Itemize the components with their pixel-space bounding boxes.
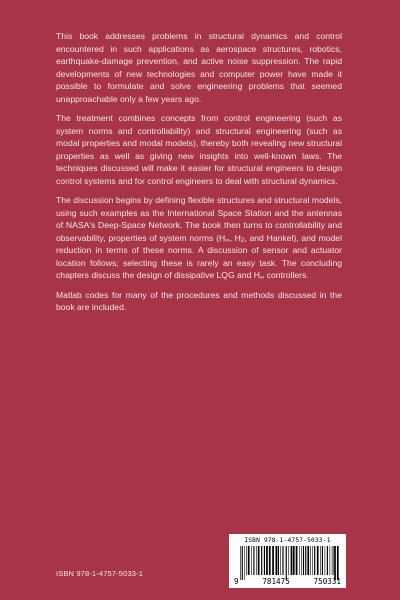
barcode-bar	[334, 546, 336, 580]
barcode-bar	[337, 546, 339, 580]
barcode-bar	[283, 546, 284, 575]
barcode-bar	[296, 546, 298, 575]
barcode-bar	[244, 546, 245, 580]
barcode-bar	[303, 546, 304, 575]
barcode-bar	[299, 546, 300, 575]
barcode-bar	[314, 546, 315, 575]
barcode-bar	[261, 546, 262, 575]
barcode-bar	[272, 546, 274, 575]
barcode-bar	[325, 546, 326, 575]
barcode-bar	[286, 546, 287, 580]
barcode-bar	[266, 546, 268, 575]
barcode-bar	[322, 546, 323, 575]
barcode-bar	[333, 546, 334, 575]
barcode-bar	[269, 546, 271, 575]
blurb-paragraph-1: This book addresses problems in structural dynamics and control encountered in such applications as aerospace structures, robotics, earthquake-damage prevention, and active noise suppression. The rapid developments of new technologies and computer power have made it possible to formulate and solve engineering problems that seemed unapproachable only a few years ago.	[56, 31, 342, 104]
barcode-bar	[258, 546, 260, 575]
isbn-label: ISBN 978-1-4757-5033-1	[56, 569, 144, 578]
barcode-digits	[234, 578, 341, 586]
barcode-bar	[310, 546, 311, 575]
barcode-bar	[248, 546, 250, 575]
blurb-paragraph-4: Matlab codes for many of the procedures and methods discussed in the book are included.	[56, 289, 342, 312]
blurb-paragraph-3: The discussion begins by defining flexible structures and structural models, using such examples as the International Space Station and the antennas of NASA's Deep-Space Network. The book then turns to controllability and observability, properties of system norms ($H_\infty$, $H_2$, and Hankel), and model reduction in terms of these norms. A discussion of sensor and actuator location follows; selecting these is rarely an easy task. The concluding chapters discuss the design of dissipative LQG and $H_\infty$ controllers.	[56, 195, 342, 281]
barcode-bar	[282, 546, 283, 575]
barcode-bar	[320, 546, 321, 575]
barcode-bar	[280, 546, 281, 575]
barcode-isbn-label: ISBN 978-1-4757-5033-1	[244, 537, 331, 544]
barcode-bar	[264, 546, 265, 575]
barcode-bar	[293, 546, 295, 575]
barcode-bar	[246, 546, 247, 575]
barcode-bar	[251, 546, 252, 575]
barcode-bar	[305, 546, 306, 575]
barcode-bar	[330, 546, 331, 575]
barcode-bar	[288, 546, 289, 575]
barcode-bar	[301, 546, 302, 575]
barcode-bars	[234, 546, 341, 580]
barcode-digit-left: 781475	[262, 577, 290, 586]
barcode	[229, 534, 346, 588]
blurb-paragraph-2: The treatment combines concepts from control engineering (such as system norms and controllability) and structural engineering (such as modal properties and modal models), thereby both revealing new structural properties as well as giving new insights into well-known laws. The techniques discussed will make it easier for structural engineers to design control systems and for control engineers to deal with structural dynamics.	[56, 113, 342, 186]
barcode-bar	[307, 546, 309, 575]
barcode-bar	[276, 546, 278, 575]
barcode-digit-lead: 9	[234, 577, 239, 586]
blurb-text	[56, 30, 342, 321]
barcode-digit-right: 750331	[313, 577, 341, 586]
barcode-bar	[253, 546, 254, 575]
barcode-bar	[317, 546, 319, 575]
barcode-bar	[312, 546, 313, 575]
barcode-bar	[240, 546, 241, 580]
barcode-bar	[278, 546, 279, 575]
barcode-bar	[332, 546, 333, 575]
barcode-bar	[291, 546, 293, 575]
barcode-bar	[327, 546, 328, 575]
barcode-bar	[256, 546, 257, 575]
barcode-bar	[242, 546, 243, 580]
